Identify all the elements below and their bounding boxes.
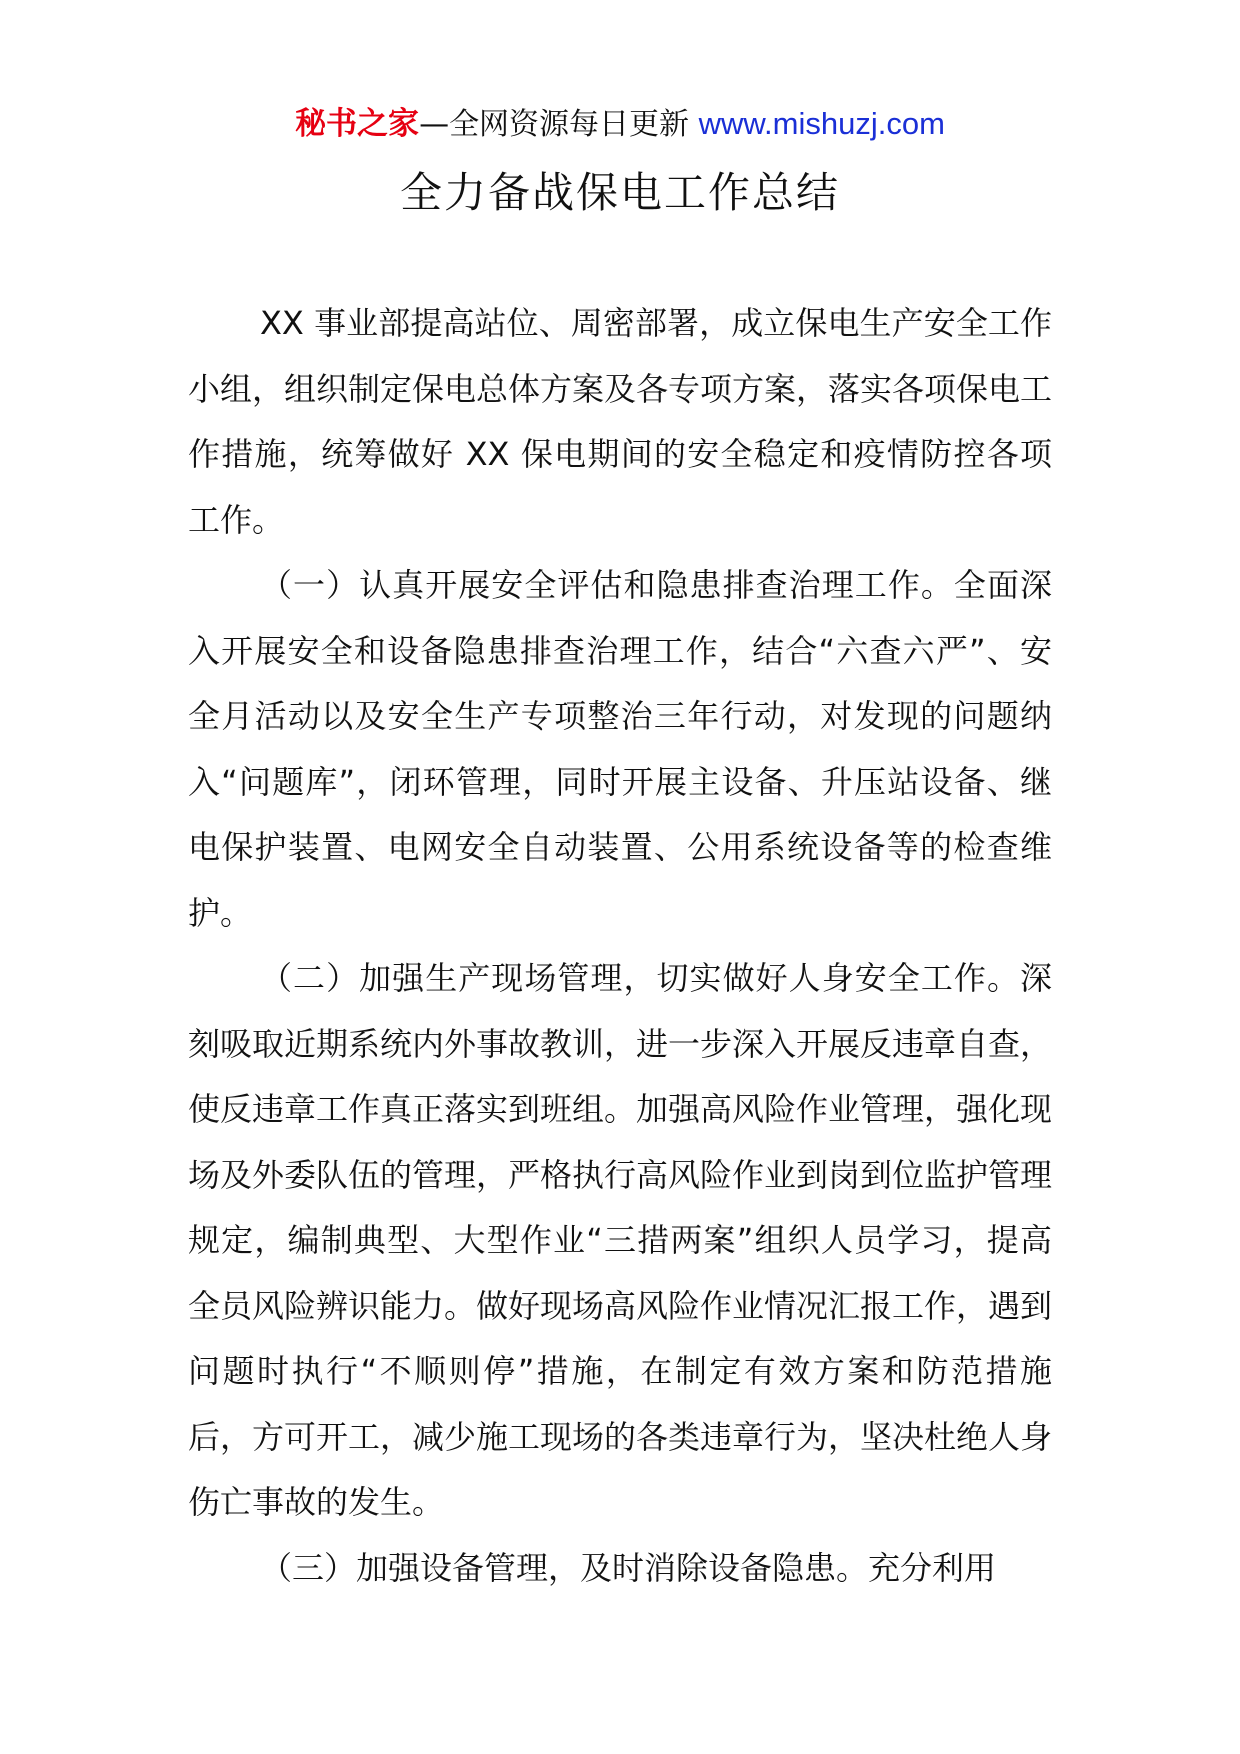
paragraph-section-3: （三）加强设备管理，及时消除设备隐患。充分利用 <box>260 1548 997 1587</box>
paragraph-section-1: （一）认真开展安全评估和隐患排查治理工作。全面深入开展安全和设备隐患排查治理工作，结合“六查六严”、安全月活动以及安全生产专项整治三年行动，对发现的问题纳入“问题库”，闭环管理，同时开展主设备、升压站设备、继电保护装置、电网安全自动装置、公用系统设备等的检查维护。 <box>188 566 1052 932</box>
brand-name: 秘书之家 <box>295 106 420 142</box>
document-title: 全力备战保电工作总结 <box>399 168 840 217</box>
paragraph-intro: XX 事业部提高站位、周密部署，成立保电生产安全工作小组，组织制定保电总体方案及各专项方案，落实各项保电工作措施，统筹做好 XX 保电期间的安全稳定和疫情防控各项工作。 <box>188 304 1053 539</box>
site-header <box>0 104 1240 145</box>
document-body <box>188 291 1052 1601</box>
header-tagline: —全网资源每日更新 <box>419 107 699 142</box>
site-url-link[interactable]: www.mishuzj.com <box>698 106 945 141</box>
paragraph-section-2: （二）加强生产现场管理，切实做好人身安全工作。深刻吸取近期系统内外事故教训，进一步深入开展反违章自查，使反违章工作真正落实到班组。加强高风险作业管理，强化现场及外委队伍的管理，严格执行高风险作业到岗到位监护管理规定，编制典型、大型作业“三措两案”组织人员学习，提高全员风险辨识能力。做好现场高风险作业情况汇报工作，遇到问题时执行“不顺则停”措施，在制定有效方案和防范措施后，方可开工，减少施工现场的各类违章行为，坚决杜绝人身伤亡事故的发生。 <box>188 959 1053 1521</box>
